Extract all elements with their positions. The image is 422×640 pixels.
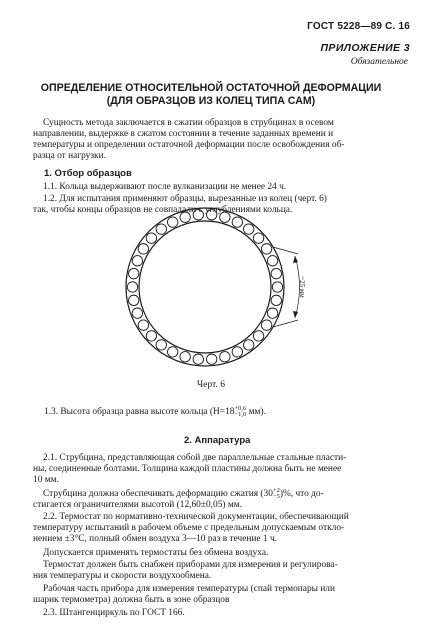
ring-recess — [271, 295, 281, 305]
ring-recess — [167, 217, 177, 227]
ring-recess — [146, 331, 156, 341]
document-title — [0, 82, 422, 108]
ring-recess — [167, 347, 177, 357]
ring-recess — [253, 233, 263, 243]
paragraph-line: 1.1. Кольца выдерживают после вулканизации не менее 24 ч. — [43, 182, 287, 192]
appendix-title: ПРИЛОЖЕНИЕ 3 — [320, 42, 410, 54]
paragraph-1-1 — [33, 182, 411, 193]
ring-recess — [129, 268, 139, 278]
document-header-code: ГОСТ 5228—89 С. 16 — [307, 21, 410, 32]
paragraph-1-3 — [44, 406, 422, 418]
ring-recess — [156, 340, 166, 350]
intro-line: направлении, выдержке в сжатом состоянии в течение заданных времени и — [33, 129, 334, 140]
compression-text: Струбцина должна обеспечивать деформацию сжатия (30 — [43, 489, 273, 500]
ring-recess — [261, 320, 271, 330]
section-1-heading: 1. Отбор образцов — [44, 168, 132, 179]
paragraph-2-1b — [33, 488, 411, 511]
paragraph-2-1 — [33, 453, 411, 486]
paragraph-line — [44, 406, 422, 418]
paragraph-line: 2.1. Струбцина, представляющая собой две параллельные стальные пласти- — [43, 453, 347, 463]
paragraph-line: нением ±3°С, полный обмен воздуха 3—10 раз в течение 1 ч. — [33, 534, 278, 545]
ring-recess — [127, 282, 137, 292]
compression-tail: )%, что до- — [279, 489, 324, 500]
paragraph-2-2b — [33, 548, 411, 559]
compression-tolerance — [273, 488, 280, 500]
figure-caption: Черт. 6 — [197, 380, 225, 390]
intro-line: температуры и определении остаточной деформации после освобождения об- — [33, 140, 345, 151]
paragraph-2-2c — [33, 560, 411, 582]
ring-recess — [220, 212, 230, 222]
intro-line: Сущность метода заключается в сжатии образцов в струбцинах в осевом — [43, 118, 334, 128]
ring-recess — [272, 282, 282, 292]
paragraph-line: 2.2. Термостат по нормативно-технической документации, обеспечивающий — [43, 512, 349, 522]
intro-paragraph — [33, 118, 411, 162]
ring-recess — [146, 233, 156, 243]
ring-recess — [267, 308, 277, 318]
paragraph-2-2 — [33, 512, 411, 545]
ring-recess — [271, 268, 281, 278]
ring-recess — [220, 352, 230, 362]
ring-recess — [243, 340, 253, 350]
ring-recess — [132, 256, 142, 266]
paragraph-line — [33, 488, 411, 500]
ring-recess — [180, 212, 190, 222]
ring-recess — [243, 224, 253, 234]
ring-recess — [253, 331, 263, 341]
paragraph-line: температуру испытаний в рабочем объеме с предельным допускаемым откло- — [33, 523, 345, 534]
dimension-label: ~25 мм — [298, 276, 306, 298]
ring-recess — [129, 295, 139, 305]
ring-inner-circle — [139, 221, 271, 353]
paragraph-line: Рабочая часть прибора для измерения температуры (спай термопары или — [43, 584, 336, 594]
paragraph-line: Допускается применять термостаты без обмена воздуха. — [43, 548, 269, 558]
compression-tolerance-lower: −5 — [272, 493, 280, 500]
ring-recess — [132, 308, 142, 318]
height-tolerance-lower: −1,0 — [234, 411, 247, 418]
paragraph-line: ния температуры и скорости воздухообмена. — [33, 571, 212, 582]
height-tolerance — [234, 406, 246, 418]
height-unit: мм). — [246, 407, 266, 418]
dimension-arrow-bottom — [293, 311, 298, 318]
height-text: 1.3. Высота образца равна высоте кольца (H=18 — [44, 407, 235, 418]
paragraph-2-2d — [33, 584, 411, 606]
appendix-note: Обязательное — [350, 57, 408, 67]
ring-recess — [156, 224, 166, 234]
ring-recess — [232, 347, 242, 357]
paragraph-2-3 — [33, 608, 411, 619]
ring-recess — [261, 244, 271, 254]
ring-recess — [193, 354, 203, 364]
paragraph-line: стигается ограничителями высотой (12,60±0,05) мм. — [33, 500, 243, 511]
ring-recess — [138, 244, 148, 254]
ring-recess — [206, 354, 216, 364]
ring-outer-circle — [126, 208, 284, 366]
paragraph-line: так, чтобы концы образцов не совпадали с углублениями кольца. — [33, 205, 293, 216]
dimension-arrow-top — [293, 256, 298, 263]
ring-recess — [267, 256, 277, 266]
ring-recess — [232, 217, 242, 227]
height-tolerance-upper: +0,6 — [234, 405, 247, 412]
paragraph-line: 2.3. Штангенциркуль по ГОСТ 166. — [43, 608, 185, 618]
intro-line: разца от нагрузки. — [33, 151, 106, 162]
paragraph-line: шарик термометра) должна быть в зоне образцов — [33, 595, 230, 606]
title-line-1: ОПРЕДЕЛЕНИЕ ОТНОСИТЕЛЬНОЙ ОСТАТОЧНОЙ ДЕФОРМАЦИИ — [40, 82, 382, 94]
paragraph-line: Термостат должен быть снабжен приборами для измерения и регулирова- — [43, 560, 338, 570]
paragraph-line: 10 мм. — [33, 475, 59, 486]
ring-recess — [193, 210, 203, 220]
paragraph-line: ны, соединенные болтами. Толщина каждой пластины должна быть не менее — [33, 464, 342, 475]
ring-recesses — [127, 210, 282, 365]
ring-sample-drawing — [120, 202, 320, 372]
section-2-heading: 2. Аппаратура — [184, 435, 251, 446]
compression-tolerance-upper: +2 — [272, 487, 280, 494]
title-line-2: (ДЛЯ ОБРАЗЦОВ ИЗ КОЛЕЦ ТИПА САМ) — [106, 95, 316, 107]
ring-recess — [206, 210, 216, 220]
ring-recess — [180, 352, 190, 362]
paragraph-line: 1.2. Для испытания применяют образцы, вырезанные из колец (черт. 6) — [43, 194, 327, 204]
ring-recess — [138, 320, 148, 330]
